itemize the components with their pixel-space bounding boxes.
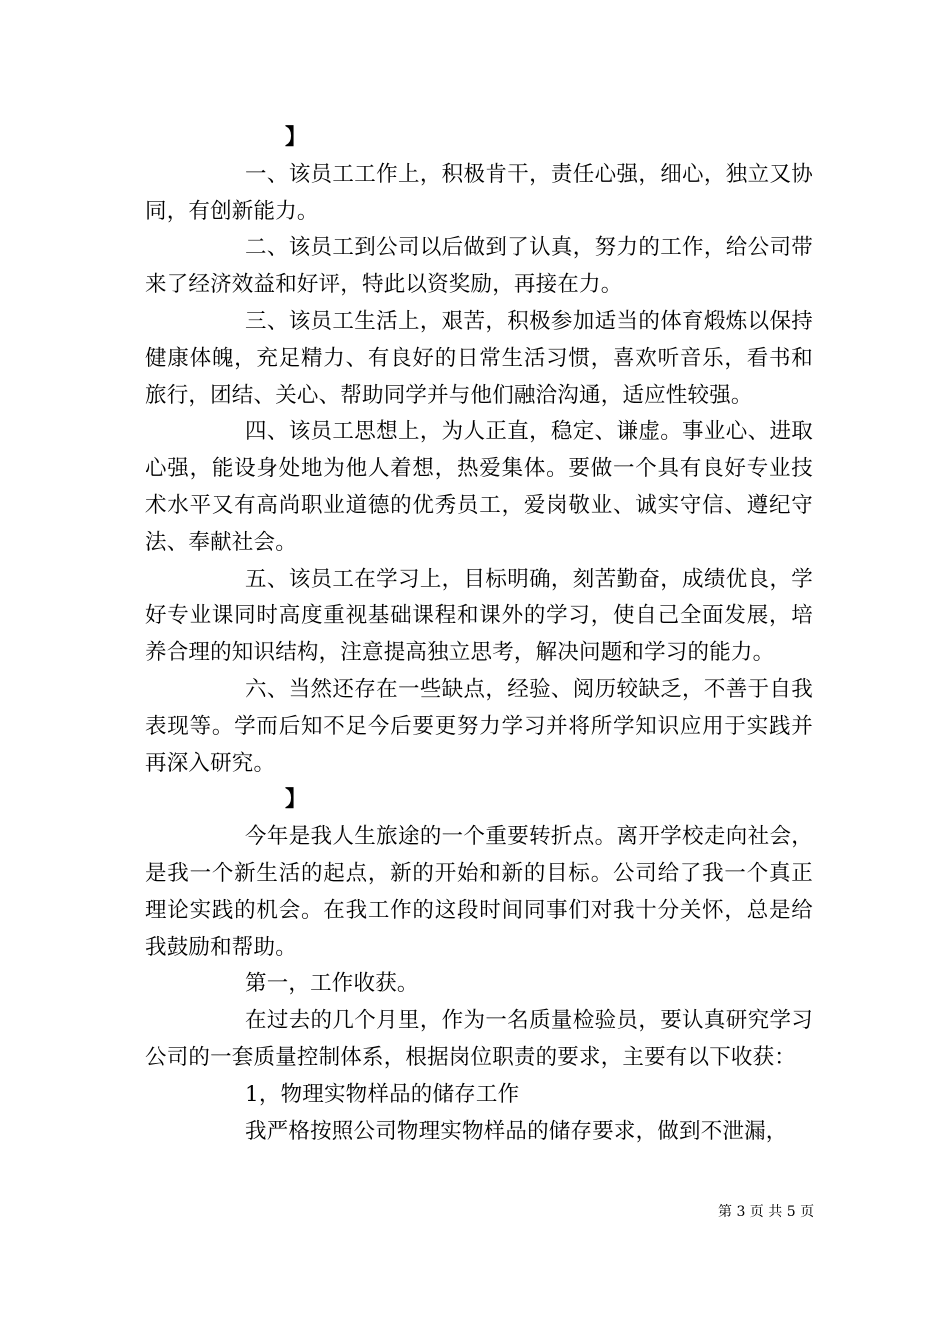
paragraph: 六、当然还存在一些缺点，经验、阅历较缺乏，不善于自我表现等。学而后知不足今后要更努力学习并将所学知识应用于实践并再深入研究。 [145,676,813,776]
paragraph: 二、该员工到公司以后做到了认真，努力的工作，给公司带来了经济效益和好评，特此以资奖励，再接在力。 [145,235,813,298]
paragraph: 在过去的几个月里，作为一名质量检验员，要认真研究学习公司的一套质量控制体系，根据岗位职责的要求，主要有以下收获： [145,1008,813,1070]
page-number: 第 3 页 共 5 页 [718,1204,815,1220]
paragraph: 四、该员工思想上，为人正直，稳定、谦虚。事业心、进取心强，能设身处地为他人着想，热爱集体。要做一个具有良好专业技术水平又有高尚职业道德的优秀员工，爱岗敬业、诚实守信、遵纪守法、奉献社会。 [145,419,813,555]
paragraph: 五、该员工在学习上，目标明确，刻苦勤奋，成绩优良，学好专业课同时高度重视基础课程和课外的学习，使自己全面发展，培养合理的知识结构，注意提高独立思考，解决问题和学习的能力。 [145,566,813,666]
paragraph: 一、该员工工作上，积极肯干，责任心强，细心，独立又协同，有创新能力。 [145,161,813,224]
paragraph: 我严格按照公司物理实物样品的储存要求，做到不泄漏， [245,1118,788,1144]
paragraph-heading: 第一，工作收获。 [245,971,419,997]
paragraph: 今年是我人生旅途的一个重要转折点。离开学校走向社会，是我一个新生活的起点，新的开始和新的目标。公司给了我一个真正理论实践的机会。在我工作的这段时间同事们对我十分关怀，总是给我鼓励和帮助。 [145,824,813,960]
section-bracket: 】 [285,125,307,150]
paragraph: 三、该员工生活上，艰苦，积极参加适当的体育煅炼以保持健康体魄，充足精力、有良好的日常生活习惯，喜欢听音乐，看书和旅行，团结、关心、帮助同学并与他们融洽沟通，适应性较强。 [145,308,813,408]
section-bracket: 】 [285,787,307,813]
paragraph-subheading: 1，物理实物样品的储存工作 [245,1081,520,1107]
document-body [145,120,813,1150]
